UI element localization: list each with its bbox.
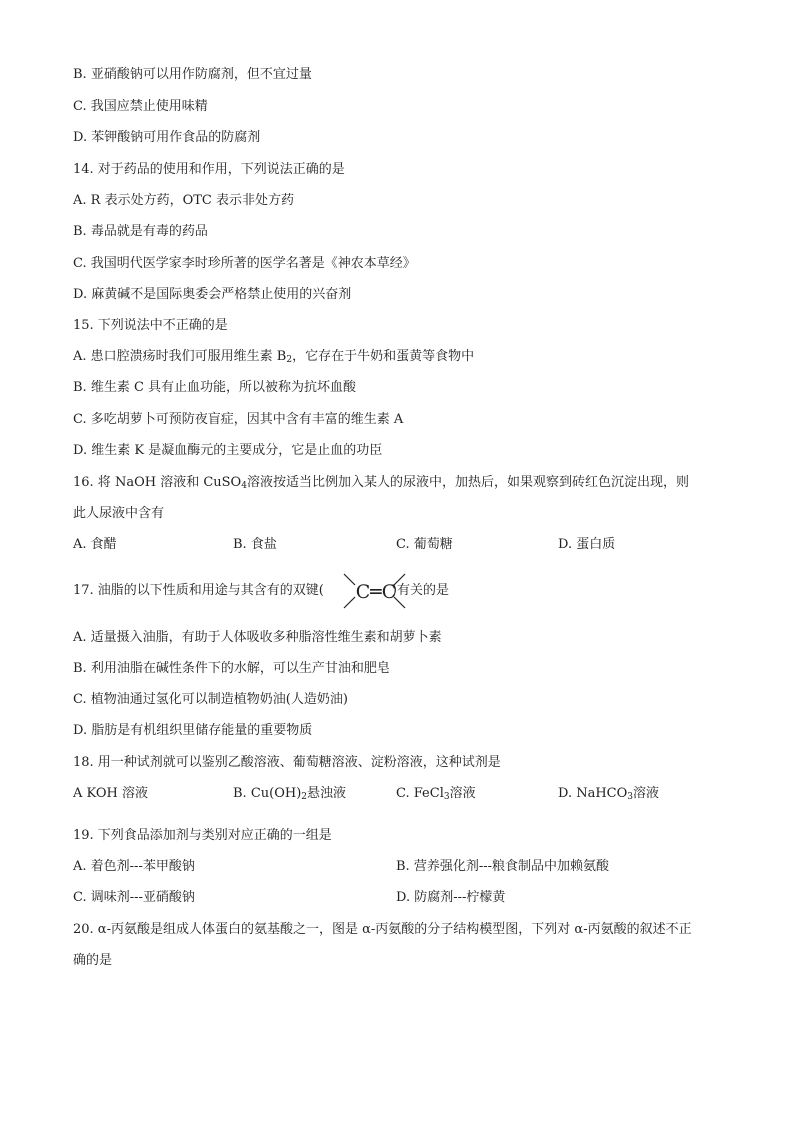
q14-stem: 14. 对于药品的使用和作用，下列说法正确的是 bbox=[73, 162, 345, 177]
q17-option-d: D. 脂肪是有机组织里储存能量的重要物质 bbox=[73, 723, 313, 738]
q19-option-c: C. 调味剂---亚硝酸钠 bbox=[73, 890, 195, 905]
q19-option-b: B. 营养强化剂---粮食制品中加赖氨酸 bbox=[396, 859, 609, 874]
q18-option-c: C. FeCl$_3$溶液 bbox=[396, 786, 476, 802]
q14-option-b: B. 毒品就是有毒的药品 bbox=[73, 224, 208, 239]
q17-option-c: C. 植物油通过氢化可以制造植物奶油(人造奶油) bbox=[73, 692, 348, 707]
q18-option-d: D. NaHCO$_3$溶液 bbox=[558, 786, 660, 802]
q17-option-b: B. 利用油脂在碱性条件下的水解，可以生产甘油和肥皂 bbox=[73, 661, 390, 676]
q17-stem: 17. 油脂的以下性质和用途与其含有的双键( )有关的是 bbox=[73, 583, 449, 598]
q16-stem: 16. 将 NaOH 溶液和 CuSO$_4$溶液按适当比例加入某人的尿液中，加热后，如果观察到砖红色沉淀出现，则 bbox=[73, 475, 689, 491]
q20-stem: 20. α-丙氨酸是组成人体蛋白的氨基酸之一，图是 α-丙氨酸的分子结构模型图，下列对 α-丙氨酸的叙述不正 bbox=[73, 922, 692, 937]
q15-option-b: B. 维生素 C 具有止血功能，所以被称为抗坏血酸 bbox=[73, 380, 357, 395]
q17-option-a: A. 适量摄入油脂，有助于人体吸收多种脂溶性维生素和胡萝卜素 bbox=[73, 630, 442, 645]
q19-option-d: D. 防腐剂---柠檬黄 bbox=[396, 890, 506, 905]
q16-option-d: D. 蛋白质 bbox=[558, 537, 616, 552]
q15-option-c: C. 多吃胡萝卜可预防夜盲症，因其中含有丰富的维生素 A bbox=[73, 412, 404, 427]
q16-option-b: B. 食盐 bbox=[233, 537, 277, 552]
q18-option-b: B. $Cu(OH)_2$悬浊液 bbox=[233, 786, 347, 802]
q13-option-b: B. 亚硝酸钠可以用作防腐剂，但不宜过量 bbox=[73, 67, 312, 82]
q14-option-a: A. R 表示处方药，OTC 表示非处方药 bbox=[73, 193, 294, 208]
q14-option-c: C. 我国明代医学家李时珍所著的医学名著是《神农本草经》 bbox=[73, 256, 416, 271]
q19-stem: 19. 下列食品添加剂与类别对应正确的一组是 bbox=[73, 828, 332, 843]
q14-option-d: D. 麻黄碱不是国际奥委会严格禁止使用的兴奋剂 bbox=[73, 287, 352, 302]
q15-option-a: A. 患口腔溃疡时我们可服用维生素 $B_2$，它存在于牛奶和蛋黄等食物中 bbox=[73, 349, 475, 365]
q19-option-a: A. 着色剂---苯甲酸钠 bbox=[73, 859, 195, 874]
q15-stem: 15. 下列说法中不正确的是 bbox=[73, 318, 228, 333]
q16-stem-cont: 此人尿液中含有 bbox=[73, 506, 165, 521]
q13-option-d: D. 苯钾酸钠可用作食品的防腐剂 bbox=[73, 130, 261, 145]
double-bond-diagram bbox=[341, 571, 411, 611]
q16-option-a: A. 食醋 bbox=[73, 537, 117, 552]
q16-option-c: C. 葡萄糖 bbox=[396, 537, 453, 552]
q18-option-a: A KOH 溶液 bbox=[73, 786, 149, 801]
q13-option-c: C. 我国应禁止使用味精 bbox=[73, 99, 208, 114]
double-bond-label: C═C bbox=[355, 581, 397, 603]
q18-stem: 18. 用一种试剂就可以鉴别乙酸溶液、葡萄糖溶液、淀粉溶液，这种试剂是 bbox=[73, 755, 501, 770]
q20-stem-cont: 确的是 bbox=[73, 953, 113, 968]
q15-option-d: D. 维生素 K 是凝血酶元的主要成分，它是止血的功臣 bbox=[73, 443, 383, 458]
